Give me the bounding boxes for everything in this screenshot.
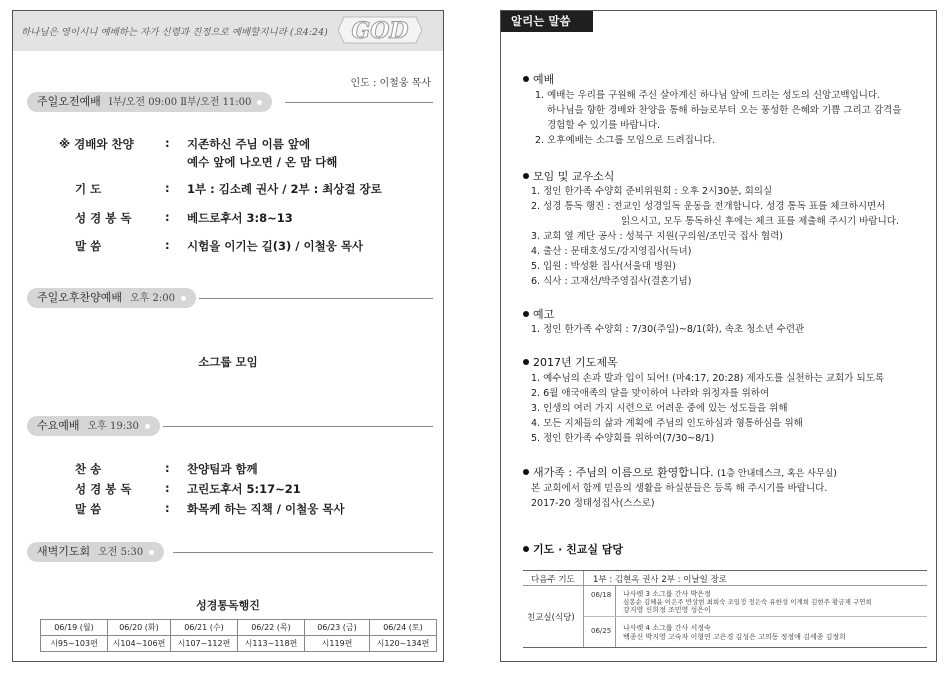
bullet-icon: [523, 359, 529, 365]
section-sunday-morning: [27, 92, 433, 112]
section-dawn: [27, 542, 433, 562]
pill-dot: [145, 424, 150, 429]
notice-line: 2. 6월 애국애족의 달을 맞이하여 나라와 위정자를 위하여: [531, 388, 770, 399]
notice-line: 6. 식사 : 고재선/박주영집사(결혼기념): [531, 276, 692, 287]
order-colon: :: [165, 461, 170, 475]
reading-passage: 시120~134편: [370, 636, 437, 652]
duty-room-label: 친교실(식당): [527, 613, 575, 623]
order-label: 성 경 봉 독: [75, 211, 132, 225]
notice-line: 1. 예배는 우리를 구원해 주신 살아계신 하나님 앞에 드리는 성도의 신앙고백입니다.: [535, 90, 881, 101]
notice-line: 2. 오후예배는 소그룹 모임으로 드려집니다.: [535, 135, 716, 146]
pill-dot: [149, 550, 154, 555]
news-heading: [523, 168, 614, 184]
notice-line: 경험할 수 있기를 바랍니다.: [547, 120, 661, 131]
order-sermon: [75, 238, 435, 254]
notice-line: 1. 정인 한가족 수양회 준비위원회 : 오후 2시30분, 회의실: [531, 186, 773, 197]
reading-date: 06/23 (금): [305, 620, 370, 636]
pill-dot: [257, 100, 262, 105]
newcomers-note: (1층 안내데스크, 혹은 사무실): [717, 469, 837, 479]
announcements-tag: 알리는 말씀: [501, 11, 593, 32]
reading-date: 06/20 (화): [108, 620, 171, 636]
bullet-icon: [523, 546, 529, 552]
section-title: 주일오전예배: [37, 95, 101, 108]
order-colon: :: [165, 181, 170, 195]
order-reading: [75, 210, 435, 226]
order-prayer: [75, 181, 435, 197]
order-value: 베드로후서 3:8~13: [187, 211, 293, 225]
order-value: 1부 : 김소례 권사 / 2부 : 최상걸 장로: [187, 182, 382, 196]
section-pill: [27, 92, 272, 112]
duty-date: 06/25: [591, 627, 612, 635]
order-value: 찬양팀과 함께: [187, 462, 258, 476]
notice-line: 1. 예수님의 손과 발과 입이 되어! (마4:17, 20:28) 제자도를 실천하는 교회가 되도록: [531, 373, 885, 384]
heading-text: 예배: [533, 73, 555, 86]
section-pill: [27, 416, 160, 436]
heading-text: 모임 및 교우소식: [533, 170, 615, 183]
worship-heading: [523, 71, 554, 87]
order-label: 말 씀: [75, 239, 102, 253]
order-colon: :: [165, 481, 170, 495]
duty-next-label: 다음주 기도: [531, 575, 575, 585]
section-sunday-afternoon: [27, 288, 433, 308]
duty-line: 강지영 신희정 조민영 성은이: [623, 606, 711, 614]
section-times: 오전 5:30: [98, 547, 144, 558]
notice-line: 4. 모든 지체들의 삶과 계획에 주님의 인도하심과 형통하심을 위해: [531, 418, 803, 429]
section-title: 주일오후찬양예배: [37, 291, 123, 304]
duty-line: 나사렛 3 소그룹 간사 박은정: [623, 590, 711, 598]
duty-row-divider: [584, 616, 927, 617]
notice-line: 3. 교회 옆 계단 공사 : 성북구 지원(구의원/조민국 집사 협력): [531, 231, 783, 242]
order-colon: :: [165, 136, 170, 150]
section-times: Ⅰ부/오전 09:00 Ⅱ부/오전 11:00: [108, 97, 252, 108]
section-divider: [173, 552, 433, 553]
order-value: 고린도후서 5:17~21: [187, 482, 301, 496]
order-value: 화목케 하는 직책 / 이철웅 목사: [187, 502, 345, 516]
notice-line: 5. 입원 : 박성환 집사(서울대 병원): [531, 261, 676, 272]
bullet-icon: [523, 469, 529, 475]
reading-table: [40, 619, 437, 652]
heading-text: 새가족 : 주님의 이름으로 환영합니다.: [533, 466, 714, 479]
notice-line: 2017-20 정태성집사(스스로): [531, 498, 655, 509]
order-value: 시험을 이기는 길(3) / 이철웅 목사: [187, 239, 364, 253]
bullet-icon: [523, 173, 529, 179]
order-label: 찬 송: [75, 462, 102, 476]
reading-date: 06/22 (목): [238, 620, 305, 636]
announcements-page: [500, 10, 937, 662]
duty-next-value: 1부 : 김현옥 권사 2부 : 이날일 장로: [593, 575, 727, 585]
motto-text: 하나님은 영이시니 예배하는 자가 신령과 진정으로 예배할지니라 (요4:24): [21, 27, 328, 38]
heading-text: 예고: [533, 308, 555, 321]
newcomers-heading: [523, 464, 837, 480]
section-divider: [199, 298, 433, 299]
notice-line: 하나님을 향한 경배와 찬양을 통해 하늘로부터 오는 풍성한 은혜와 기쁨 그리고 감격을: [547, 105, 902, 116]
motto-banner: [13, 11, 443, 51]
preview-heading: [523, 306, 554, 322]
order-label: 성 경 봉 독: [75, 482, 132, 496]
reading-passage: 시119편: [305, 636, 370, 652]
section-wednesday: [27, 416, 433, 436]
wed-reading: [75, 481, 435, 497]
duty-line: 나사렛 4 소그룹 간사 서정숙: [623, 624, 711, 632]
reading-dates-row: [41, 620, 437, 636]
god-logo: [338, 13, 422, 47]
wed-sermon: [75, 501, 435, 517]
notice-line: 본 교회에서 함께 믿음의 생활을 하실분들은 등록 해 주시기를 바랍니다.: [531, 483, 828, 494]
order-colon: :: [165, 210, 170, 224]
section-pill: [27, 542, 164, 562]
bullet-icon: [523, 76, 529, 82]
duty-heading: [523, 541, 623, 557]
small-group-text: 소그룹 모임: [198, 355, 258, 369]
reading-passage: 시95~103편: [41, 636, 108, 652]
notice-line: 3. 인생의 여러 가지 시련으로 어려운 중에 있는 성도들을 위해: [531, 403, 788, 414]
pill-dot: [181, 296, 186, 301]
notice-line: 읽으시고, 모두 통독하신 후에는 체크 표를 제출해 주시기 바랍니다.: [621, 216, 899, 227]
order-colon: :: [165, 238, 170, 252]
reading-passage: 시107~112편: [171, 636, 238, 652]
order-colon: :: [165, 501, 170, 515]
order-value: 예수 앞에 나오면 / 온 맘 다해: [187, 155, 338, 169]
reading-date: 06/19 (월): [41, 620, 108, 636]
order-praise: [59, 136, 429, 170]
section-times: 오후 19:30: [87, 421, 139, 432]
order-value: 지존하신 주님 이름 앞에: [187, 137, 311, 151]
heading-text: 2017년 기도제목: [533, 356, 618, 369]
logo-text: GOD: [351, 18, 409, 44]
section-times: 오후 2:00: [130, 293, 175, 304]
reading-title: 성경통독행진: [196, 599, 260, 612]
order-label: 기 도: [75, 182, 102, 196]
order-label: ※ 경배와 찬양: [59, 137, 134, 151]
bullet-icon: [523, 311, 529, 317]
duty-line: 심봉순 김혜윤 이은주 반상현 최희숙 조일정 정은숙 유한성 이계희 김현주 황금재 구연희: [623, 598, 872, 606]
duty-table: [523, 570, 927, 648]
duty-date: 06/18: [591, 591, 612, 599]
order-label: 말 씀: [75, 502, 102, 516]
prayer-heading: [523, 354, 618, 370]
worship-order-page: [12, 10, 444, 662]
duty-col-divider: [583, 571, 584, 647]
duty-line: 백종신 박지영 고숙자 이형연 고은경 김성은 고의동 정정애 김세종 김정희: [623, 633, 846, 641]
reading-date: 06/21 (수): [171, 620, 238, 636]
leader-text: 인도 : 이철웅 목사: [350, 78, 431, 89]
section-divider: [285, 102, 433, 103]
section-divider: [163, 426, 433, 427]
section-title: 새벽기도회: [37, 545, 91, 558]
reading-passage: 시104~106편: [108, 636, 171, 652]
notice-line: 2. 성경 통독 행진 : 전교인 성경일독 운동을 전개합니다. 성경 통독 표를 체크하시면서: [531, 201, 886, 212]
reading-passage: 시113~118편: [238, 636, 305, 652]
section-pill: [27, 288, 196, 308]
reading-date: 06/24 (토): [370, 620, 437, 636]
reading-passages-row: [41, 636, 437, 652]
section-title: 수요예배: [37, 419, 80, 432]
notice-line: 1. 정인 한가족 수양회 : 7/30(주일)~8/1(화), 속초 청소년 수련관: [531, 324, 805, 335]
wed-hymn: [75, 461, 435, 477]
notice-line: 4. 출산 : 문태호성도/강지영집사(득녀): [531, 246, 692, 257]
notice-line: 5. 정인 한가족 수양회를 위하여(7/30~8/1): [531, 433, 715, 444]
heading-text: 기도 · 친교실 담당: [533, 543, 624, 556]
